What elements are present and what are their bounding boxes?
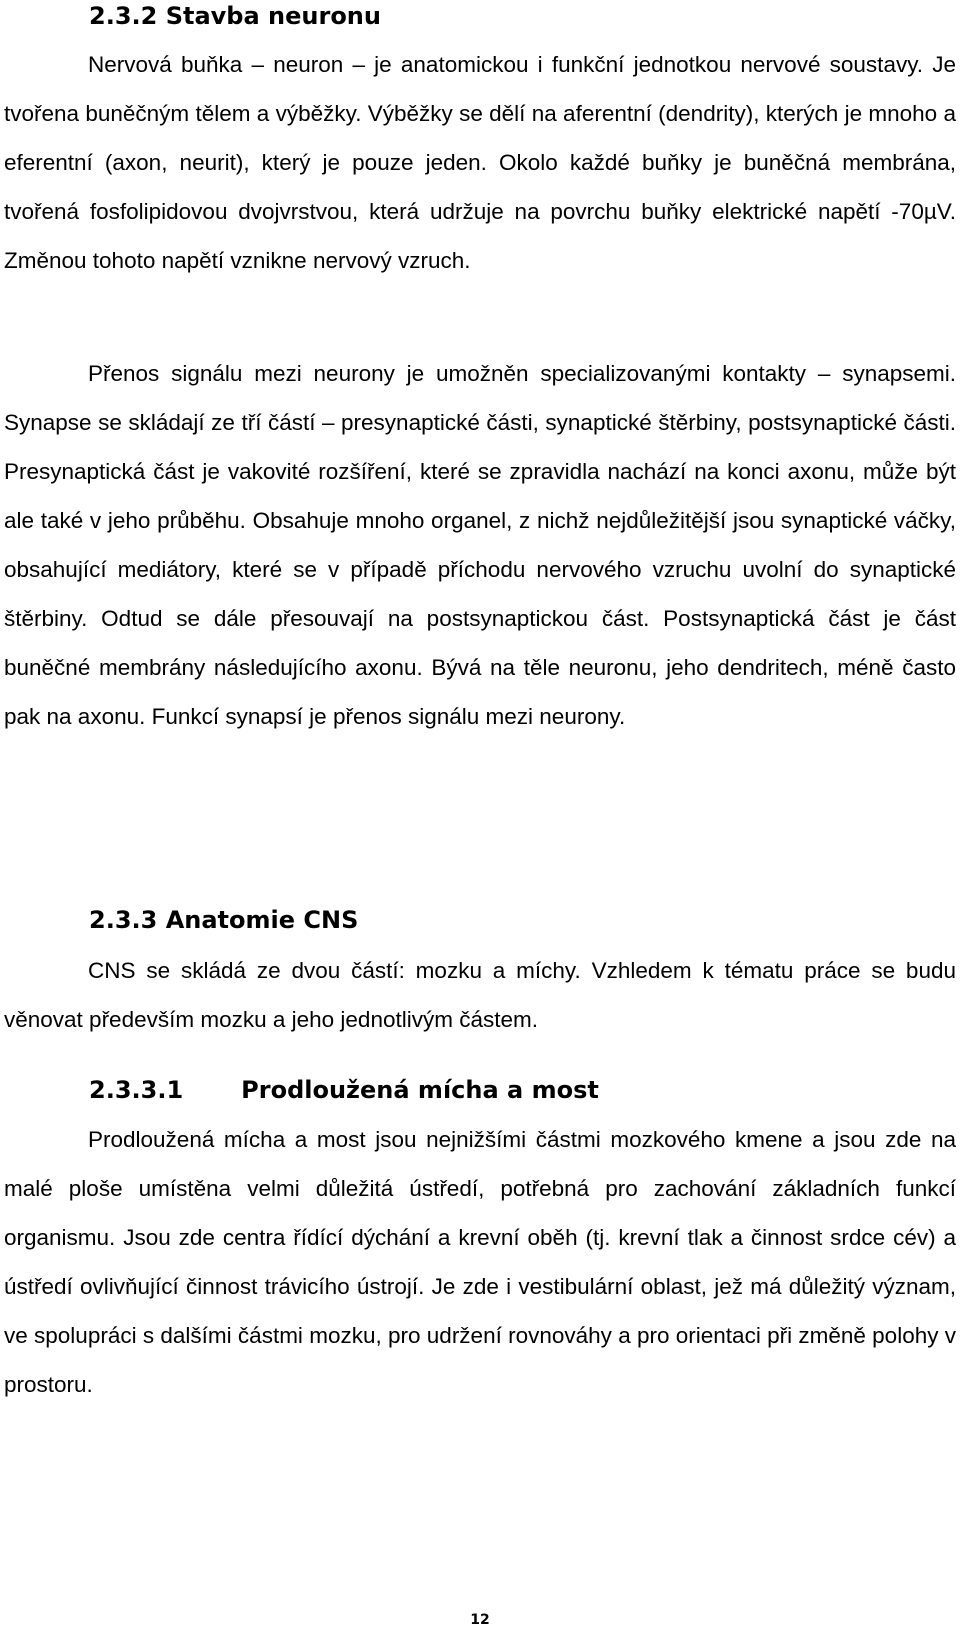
heading-anatomie-cns [89, 904, 358, 936]
heading-title: Stavba neuronu [165, 2, 381, 30]
heading-stavba-neuronu [89, 0, 381, 32]
heading-title: Anatomie CNS [165, 906, 359, 934]
heading-number: 2.3.2 [89, 2, 158, 30]
heading-number: 2.3.3 [89, 906, 158, 934]
heading-number: 2.3.3.1 [89, 1076, 184, 1104]
paragraph: Prodloužená mícha a most jsou nejnižšími částmi mozkového kmene a jsou zde na malé ploše umístěna velmi důležitá ústředí, potřebná pro zachování základních funkcí organismu. Jsou zde centra řídící dýchání a krevní oběh (tj. krevní tlak a činnost srdce cév) a ústředí ovlivňující činnost trávicího ústrojí. Je zde i vestibulární oblast, jež má důležitý význam, ve spolupráci s dalšími částmi mozku, pro udržení rovnováhy a pro orientaci při změně polohy v prostoru. [4, 1127, 956, 1397]
paragraph: CNS se skládá ze dvou částí: mozku a míchy. Vzhledem k tématu práce se budu věnovat především mozku a jeho jednotlivým částem. [4, 958, 956, 1032]
page-number: 12 [470, 1612, 490, 1628]
paragraph: Nervová buňka – neuron – je anatomickou i funkční jednotkou nervové soustavy. Je tvořena buněčným tělem a výběžky. Výběžky se dělí na aferentní (dendrity), kterých je mnoho a eferentní (axon, neurit), který je pouze jeden. Okolo každé buňky je buněčná membrána, tvořená fosfolipidovou dvojvrstvou, která udržuje na povrchu buňky elektrické napětí -70µV. Změnou tohoto napětí vznikne nervový vzruch. [4, 52, 956, 273]
heading-title: Prodloužená mícha a most [241, 1076, 599, 1104]
heading-prodlouzena-micha [89, 1074, 599, 1106]
paragraph: Přenos signálu mezi neurony je umožněn specializovanými kontakty – synapsemi. Synapse se skládají ze tří částí – presynaptické části, synaptické štěrbiny, postsynaptické části. Presynaptická část je vakovité rozšíření, které se zpravidla nachází na konci axonu, může být ale také v jeho průběhu. Obsahuje mnoho organel, z nichž nejdůležitější jsou synaptické váčky, obsahující mediátory, které se v případě příchodu nervového vzruchu uvolní do synaptické štěrbiny. Odtud se dále přesouvají na postsynaptickou část. Postsynaptická část je část buněčné membrány následujícího axonu. Bývá na těle neuronu, jeho dendritech, méně často pak na axonu. Funkcí synapsí je přenos signálu mezi neurony. [4, 361, 956, 729]
